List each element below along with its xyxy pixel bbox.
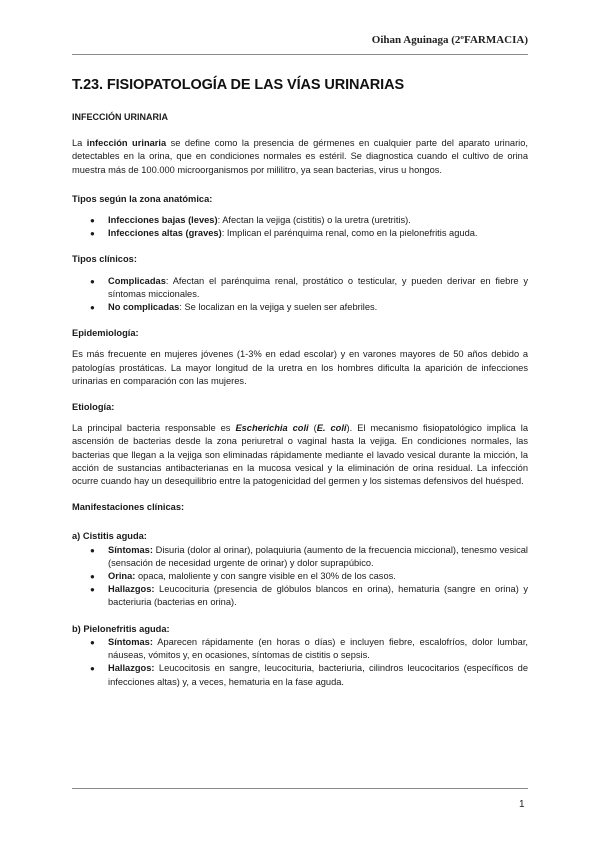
- item-text: Leucocituria (presencia de glóbulos blancos en orina), hematuria (sangre en orina) y bacteriuria (bacterias en orina).: [108, 584, 528, 608]
- item-term: Hallazgos:: [108, 663, 155, 674]
- bullet-icon: ●: [90, 276, 95, 286]
- header-rule: [72, 54, 528, 55]
- header-author: Oihan Aguinaga (2ºFARMACIA): [371, 34, 528, 46]
- item-term: Infecciones altas (graves): [108, 228, 222, 239]
- intro-text: se define como la presencia de gérmenes en cualquier parte del aparato urinario, detectables en la orina, que en condiciones normales es estéril. Se diagnostica cuando el cultivo de orina muestra más de 100.000 microorganismos por mililitro, ya sean bacterias, virus u hongos.: [72, 138, 528, 175]
- list-item: [90, 227, 528, 240]
- intro-paragraph: [72, 137, 528, 177]
- etiology-mid: (: [308, 423, 317, 434]
- clinical-list: [72, 275, 528, 315]
- list-item: [90, 570, 528, 583]
- intro-pre: La: [72, 138, 87, 149]
- epidemiology-paragraph: Es más frecuente en mujeres jóvenes (1-3% en edad escolar) y en varones mayores de 50 años debido a patologías prostáticas. La mayor longitud de la uretra en los hombres dificulta la aparición de infecciones urinarias en comparación con las mujeres.: [72, 349, 528, 386]
- document-title: T.23. FISIOPATOLOGÍA DE LAS VÍAS URINARIAS: [72, 77, 405, 93]
- intro-term: infección urinaria: [86, 138, 167, 149]
- item-text: Aparecen rápidamente (en horas o días) e incluyen fiebre, escalofríos, dolor lumbar, náuseas, vómitos y, en ocasiones, síntomas de cistitis o sepsis.: [108, 636, 528, 661]
- item-term: Complicadas: [108, 275, 166, 286]
- item-text: : Afectan el parénquima renal, prostático o testicular, y pueden derivar en fiebre y síntomas miccionales.: [108, 275, 528, 299]
- pyelonephritis-list: [72, 636, 528, 689]
- item-term: Infecciones bajas (leves): [108, 215, 218, 226]
- epidemiology-heading: Epidemiología:: [72, 328, 139, 339]
- etiology-heading: Etiología:: [72, 402, 115, 413]
- list-item: [90, 583, 528, 609]
- document-body: [72, 66, 528, 689]
- bullet-icon: ●: [90, 664, 95, 674]
- bullet-icon: ●: [90, 303, 95, 313]
- item-term: No complicadas: [108, 302, 180, 313]
- bullet-icon: ●: [90, 229, 95, 239]
- item-text: Leucocitosis en sangre, leucocituria, bacteriuria, cilindros leucocitarios (específicos de infecciones altas) y, a veces, hematuria en la fase aguda.: [108, 663, 528, 687]
- item-term: Síntomas:: [108, 544, 153, 555]
- bullet-icon: ●: [90, 216, 95, 226]
- list-item: [90, 214, 528, 227]
- item-text: Disuria (dolor al orinar), polaquiuria (aumento de la frecuencia miccional), tenesmo vesical (sensación de necesidad urgente de orinar) y dolor suprapúbico.: [108, 544, 528, 568]
- list-item: [90, 544, 528, 570]
- item-term: Síntomas:: [108, 636, 153, 647]
- item-text: : Afectan la vejiga (cistitis) o la uretra (uretritis).: [217, 215, 411, 226]
- clinical-heading: Tipos clínicos:: [72, 254, 137, 265]
- pyelonephritis-heading: b) Pielonefritis aguda:: [72, 623, 170, 634]
- bullet-icon: ●: [90, 637, 95, 647]
- item-term: Orina:: [108, 571, 136, 582]
- etiology-paragraph: [72, 422, 528, 488]
- etiology-species: Escherichia coli: [235, 423, 309, 434]
- cystitis-list: [72, 544, 528, 610]
- list-item: [90, 301, 528, 314]
- footer-rule: [72, 788, 528, 789]
- etiology-post: ). El mecanismo fisiopatológico implica la ascensión de bacterias desde la zona periuretral o vaginal hasta la vejiga. En condiciones normales, las bacterias que llegan a la vejiga son eliminadas rápidamente mediante el lavado vesical durante la micción, la acción de sustancias antibacterianas en la mucosa vesical y la eliminación de orina residual. La infección ocurre cuando hay un desequilibrio entre la patogenicidad del germen y los sistemas defensivos del huésped.: [72, 423, 529, 487]
- section-title: INFECCIÓN URINARIA: [72, 112, 168, 122]
- bullet-icon: ●: [90, 572, 95, 582]
- anatomic-heading: Tipos según la zona anatómica:: [72, 193, 213, 204]
- etiology-abbr: E. coli: [316, 423, 347, 434]
- anatomic-list: [72, 214, 528, 240]
- etiology-pre: La principal bacteria responsable es: [72, 423, 236, 434]
- page-number: 1: [519, 799, 525, 810]
- list-item: [90, 636, 528, 662]
- bullet-icon: ●: [90, 585, 95, 595]
- manifestations-heading: Manifestaciones clínicas:: [72, 502, 185, 513]
- item-term: Hallazgos:: [108, 584, 155, 595]
- bullet-icon: ●: [90, 545, 95, 555]
- list-item: [90, 662, 528, 688]
- cystitis-heading: a) Cistitis aguda:: [72, 531, 147, 542]
- item-text: opaca, maloliente y con sangre visible en el 30% de los casos.: [135, 571, 396, 582]
- list-item: [90, 275, 528, 301]
- item-text: : Se localizan en la vejiga y suelen ser afebriles.: [179, 302, 378, 313]
- item-text: : Implican el parénquima renal, como en la pielonefritis aguda.: [221, 228, 478, 239]
